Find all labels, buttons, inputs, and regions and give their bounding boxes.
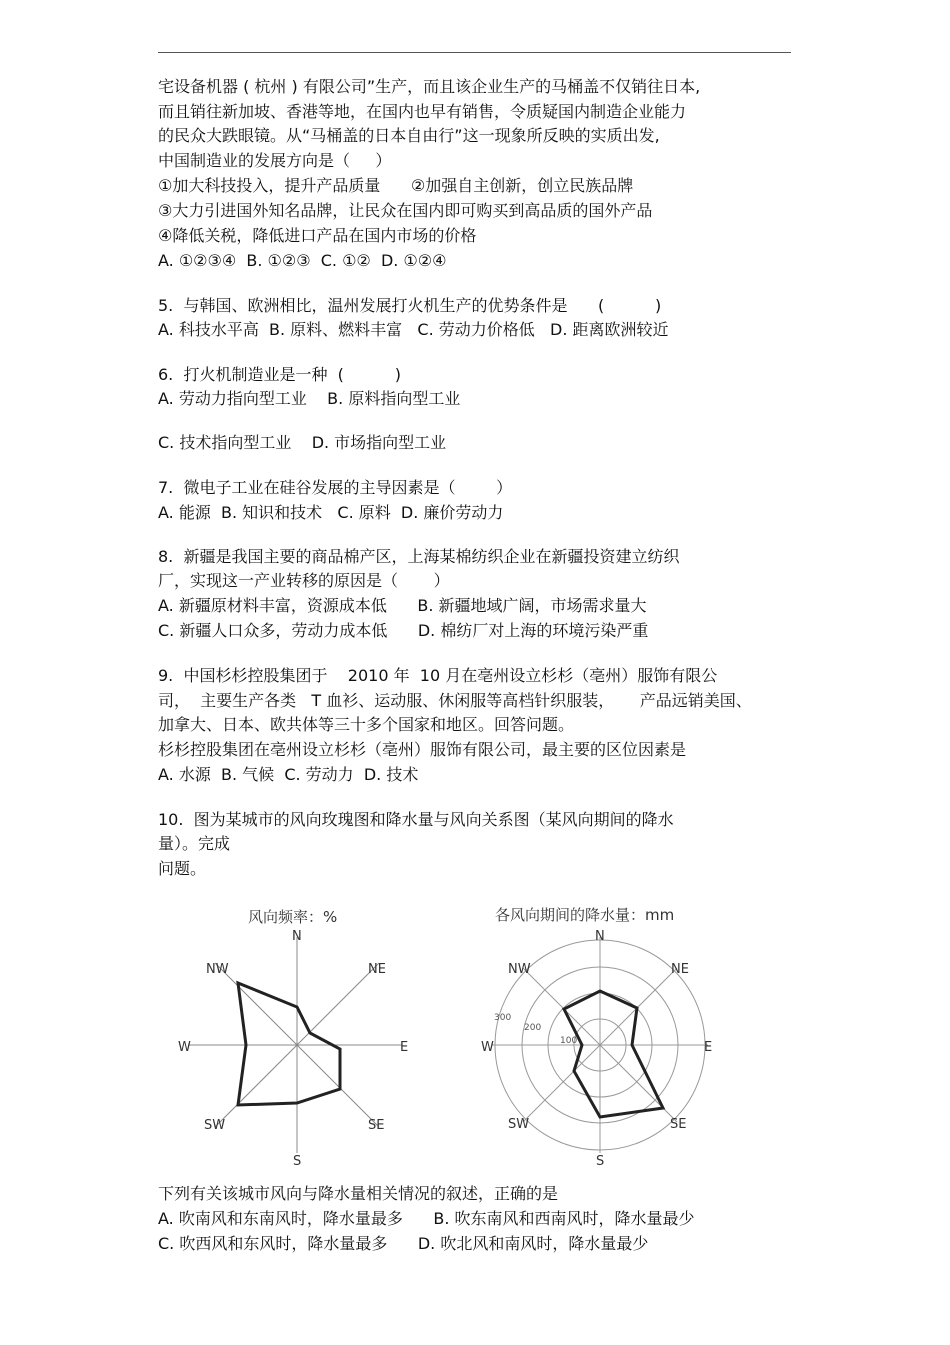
precipitation-rose bbox=[478, 925, 724, 1170]
answer-choices: A. 劳动力指向型工业 B. 原料指向型工业 bbox=[158, 389, 461, 408]
answer-choices: C. 吹西风和东风时，降水量最多 D. 吹北风和南风时，降水量最少 bbox=[158, 1234, 649, 1253]
option-line: ③大力引进国外知名品牌，让民众在国内即可购买到高品质的国外产品 bbox=[158, 201, 653, 220]
dir-label-w: W bbox=[481, 1040, 494, 1055]
text-line: 中国制造业的发展方向是（ ） bbox=[158, 151, 392, 170]
dir-label-s: S bbox=[293, 1154, 302, 1169]
dir-label-sw: SW bbox=[204, 1118, 226, 1133]
answer-choices: C. 新疆人口众多，劳动力成本低 D. 棉纺厂对上海的环境污染严重 bbox=[158, 621, 649, 640]
header-rule bbox=[158, 52, 791, 53]
dir-label-nw: NW bbox=[206, 962, 229, 977]
answer-choices: A. 新疆原材料丰富，资源成本低 B. 新疆地域广阔，市场需求量大 bbox=[158, 596, 647, 615]
question-6: 6. 打火机制造业是一种 ( ) bbox=[158, 365, 401, 384]
question-9: 9. 中国杉杉控股集团于 2010 年 10 月在亳州设立杉杉（亳州）服饰有限公 bbox=[158, 666, 718, 685]
precip-rose-title: 各风向期间的降水量：mm bbox=[495, 906, 675, 924]
text-line: 而且销往新加坡、香港等地，在国内也早有销售，令质疑国内制造企业能力 bbox=[158, 102, 687, 121]
dir-label-se: SE bbox=[368, 1118, 385, 1133]
dir-label-sw: SW bbox=[508, 1117, 530, 1132]
question-10-stem: 下列有关该城市风向与降水量相关情况的叙述，正确的是 bbox=[158, 1184, 559, 1203]
text-line: 宅设备机器 ( 杭州 ) 有限公司”生产，而且该企业生产的马桶盖不仅销往日本, bbox=[158, 77, 701, 96]
dir-label-e: E bbox=[704, 1040, 713, 1055]
question-10: 10. 图为某城市的风向玫瑰图和降水量与风向关系图（某风向期间的降水 bbox=[158, 810, 674, 829]
answer-choices: A. ①②③④ B. ①②③ C. ①② D. ①②④ bbox=[158, 251, 447, 270]
text-line: 问题。 bbox=[158, 859, 207, 878]
option-line: ①加大科技投入，提升产品质量 ②加强自主创新，创立民族品牌 bbox=[158, 176, 634, 195]
answer-choices: C. 技术指向型工业 D. 市场指向型工业 bbox=[158, 433, 447, 452]
answer-choices: A. 能源 B. 知识和技术 C. 原料 D. 廉价劳动力 bbox=[158, 503, 504, 522]
wind-rose-title: 风向频率：% bbox=[248, 908, 338, 926]
precipitation-polygon bbox=[564, 991, 663, 1117]
dir-label-w: W bbox=[178, 1040, 191, 1055]
text-line: 厂，实现这一产业转移的原因是（ ） bbox=[158, 571, 450, 590]
ring-label-300: 300 bbox=[494, 1013, 512, 1023]
dir-label-n: N bbox=[292, 929, 302, 944]
ring-label-200: 200 bbox=[524, 1023, 542, 1033]
answer-choices: A. 水源 B. 气候 C. 劳动力 D. 技术 bbox=[158, 765, 419, 784]
dir-label-ne: NE bbox=[671, 962, 689, 977]
answer-choices: A. 科技水平高 B. 原料、燃料丰富 C. 劳动力价格低 D. 距离欧洲较近 bbox=[158, 320, 669, 339]
dir-label-se: SE bbox=[670, 1117, 687, 1132]
question-5: 5. 与韩国、欧洲相比，温州发展打火机生产的优势条件是 ( ) bbox=[158, 296, 662, 315]
option-line: ④降低关税，降低进口产品在国内市场的价格 bbox=[158, 226, 477, 245]
dir-label-ne: NE bbox=[368, 962, 386, 977]
dir-label-s: S bbox=[596, 1154, 605, 1169]
dir-label-n: N bbox=[595, 929, 605, 944]
text-line: 量）。完成 bbox=[158, 834, 231, 853]
dir-label-nw: NW bbox=[508, 962, 531, 977]
question-8: 8. 新疆是我国主要的商品棉产区，上海某棉纺织企业在新疆投资建立纺织 bbox=[158, 547, 680, 566]
text-line: 司， 主要生产各类 T 血衫、运动服、休闲服等高档针织服装， 产品远销美国、 bbox=[158, 691, 752, 710]
answer-choices: A. 吹南风和东南风时，降水量最多 B. 吹东南风和西南风时，降水量最少 bbox=[158, 1209, 695, 1228]
text-line: 加拿大、日本、欧共体等三十多个国家和地区。回答问题。 bbox=[158, 715, 575, 734]
wind-frequency-rose bbox=[170, 925, 420, 1170]
question-7: 7. 微电子工业在硅谷发展的主导因素是（ ） bbox=[158, 478, 513, 497]
ring-label-100: 100 bbox=[560, 1036, 578, 1046]
dir-label-e: E bbox=[400, 1040, 409, 1055]
text-line: 杉杉控股集团在亳州设立杉杉（亳州）服饰有限公司，最主要的区位因素是 bbox=[158, 740, 687, 759]
text-line: 的民众大跌眼镜。从“马桶盖的日本自由行”这一现象所反映的实质出发, bbox=[158, 126, 660, 145]
